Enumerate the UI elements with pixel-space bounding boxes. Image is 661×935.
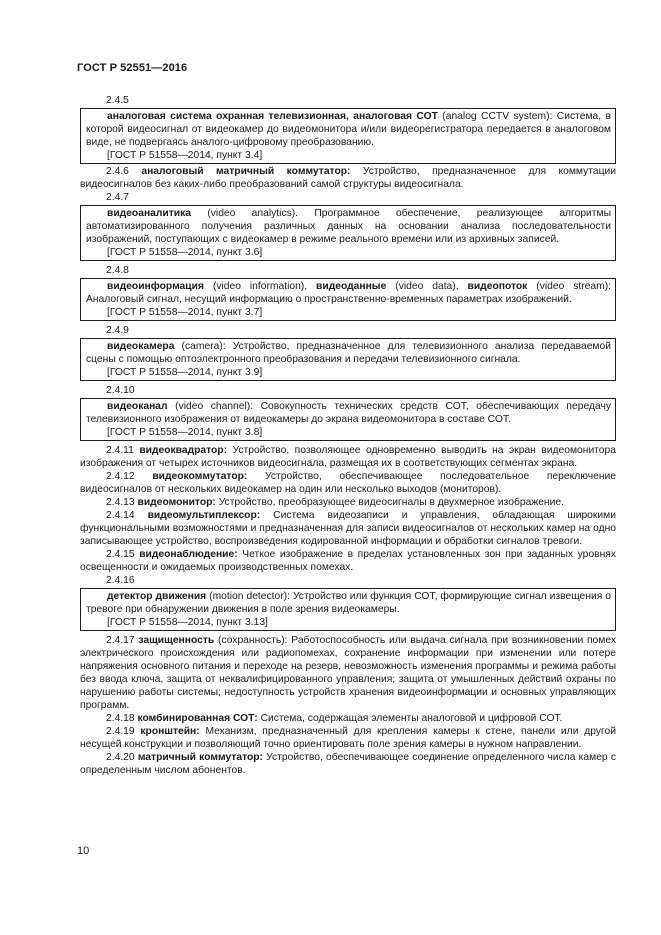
- definition-source: [ГОСТ Р 51558—2014, пункт 3.13]: [107, 617, 268, 628]
- definition-source: [ГОСТ Р 51558—2014, пункт 3.8]: [107, 427, 263, 438]
- definition-body: Устройство, обеспечивающее соединение определенного числа камер с определенным числом абонентов.: [80, 752, 616, 776]
- definition-box: [80, 338, 616, 381]
- term-number: 2.4.18: [106, 713, 135, 724]
- definition-text: [86, 340, 611, 366]
- document-header: ГОСТ Р 52551—2016: [77, 62, 188, 74]
- definition-body: Система видеозаписи и управления, обладающая широкими функциональными возможностями и предназначенная для записи видеосигналов от нескольких камер на одно записывающее устройство, воспроизведения кодированной информации и обработки сигналов тревоги.: [80, 510, 616, 547]
- term: видеомонитор:: [137, 497, 216, 508]
- definition-paragraph: [80, 509, 616, 548]
- term: видеоинформация: [107, 281, 204, 292]
- term: видеоданные: [316, 281, 387, 292]
- definition-body: Устройство, преобразующее видеосигналы в двухмерное изображение.: [215, 497, 564, 508]
- definition-body: Устройство, позволяющее одновременно выводить на экран видеомонитора изображения от четырех источников видеосигнала, размещая их в соответствующих сегментах экрана.: [80, 445, 616, 469]
- term-number: 2.4.12: [106, 471, 135, 482]
- term: видеоканал: [107, 401, 168, 412]
- term-number: 2.4.10: [106, 385, 135, 396]
- term: видеомультиплексор:: [147, 510, 261, 521]
- definition-text: [86, 207, 611, 246]
- term-number: 2.4.14: [106, 510, 135, 521]
- definition-body: (motion detector): Устройство или функция СОТ, формирующие сигнал извещения о тревоге при обнаружении движения в поле зрения видеокамеры.: [86, 591, 612, 615]
- definition-paragraph: [80, 725, 616, 751]
- definition-box: [80, 205, 616, 261]
- definition-body: Механизм, предназначенный для крепления камеры к стене, панели или другой несущей конструкции и позволяющий точно ориентировать поле зрения камеры в нужном направлении.: [80, 726, 616, 750]
- definition-body: (analog CCTV system): Система, в которой видеосигнал от видеокамер до видеомонитора и/или видеорегистратора передается в аналоговом виде, не подвергаясь аналого-цифровому преобразованию.: [86, 111, 611, 148]
- term: видеоаналитика: [107, 208, 192, 219]
- definition-paragraph: [80, 496, 616, 509]
- term-number: 2.4.7: [106, 192, 129, 203]
- term-number: 2.4.8: [106, 265, 129, 276]
- definition-text: [86, 280, 611, 306]
- definition-body: Четкое изображение в пределах установленных зон при заданных уровнях освещенности и ожидаемых производственных помехах.: [80, 549, 616, 573]
- definition-text: [86, 590, 611, 616]
- term: детектор движения: [107, 591, 207, 602]
- term-number: 2.4.11: [106, 445, 134, 456]
- term: кронштейн:: [140, 726, 200, 737]
- term: комбинированная СОТ:: [137, 713, 258, 724]
- definition-body: Устройство, обеспечивающее последовательное переключение видеосигналов от нескольких видеокамер на один или несколько выходов (мониторов).: [80, 471, 616, 495]
- definition-body: (сохранность): Работоспособность или выдача сигнала при возникновении помех электрического происхождения или радиопомехах, сохранение информации при изменении или потере напряжения основного питания и переходе на резерв, невозможность изменения программы и режима работы без ввода ключа, защита от неквалифицированного управления; защита от умышленных действий охраны по нарушению работы системы; недоступность устройств хранения видеоинформации и основных управляющих программ.: [80, 635, 616, 711]
- definition-paragraph: [80, 165, 616, 191]
- definition-body: Система, содержащая элементы аналоговой и цифровой СОТ.: [257, 713, 563, 724]
- definition-paragraph: [80, 444, 616, 470]
- definition-text: [86, 400, 611, 426]
- term: видеонаблюдение:: [139, 549, 238, 560]
- definition-paragraph: [80, 548, 616, 574]
- definition-source: [ГОСТ Р 51558—2014, пункт 3.6]: [107, 247, 263, 258]
- term-translation: (video data),: [386, 281, 468, 292]
- term-translation: (video information),: [203, 281, 317, 292]
- term: видеокамера: [107, 341, 175, 352]
- term-number: 2.4.16: [106, 575, 135, 586]
- definition-paragraph: [80, 470, 616, 496]
- definition-body: (video analytics). Программное обеспечение, реализующее алгоритмы автоматизированного получения различных данных на основании анализа последовательности изображений, поступающих с видеокамер в режиме реального времени или из архивных записей.: [86, 208, 611, 245]
- definition-box: [80, 398, 616, 441]
- definition-body: Устройство, предназначенное для коммутации видеосигналов без каких-либо преобразований самой структуры видеосигнала.: [80, 166, 616, 190]
- term-number: 2.4.5: [106, 95, 129, 106]
- definition-source: [ГОСТ Р 51558—2014, пункт 3.9]: [107, 367, 263, 378]
- definition-source: [ГОСТ Р 51558—2014, пункт 3.7]: [107, 307, 263, 318]
- term: защищенность: [138, 635, 215, 646]
- definition-box: [80, 278, 616, 321]
- term-number: 2.4.6: [106, 166, 129, 177]
- definition-box: [80, 108, 616, 164]
- term: видеоквадратор:: [139, 445, 228, 456]
- term-number: 2.4.15: [106, 549, 135, 560]
- definition-source: [ГОСТ Р 51558—2014, пункт 3.4]: [107, 150, 263, 161]
- term-number: 2.4.13: [106, 497, 135, 508]
- term-number: 2.4.17: [106, 635, 135, 646]
- term: аналоговый матричный коммутатор:: [141, 166, 351, 177]
- term: видеокоммутатор:: [152, 471, 248, 482]
- definition-paragraph: [80, 751, 616, 777]
- term-number: 2.4.19: [106, 726, 135, 737]
- term: матричный коммутатор:: [137, 752, 263, 763]
- term: видеопоток: [467, 281, 528, 292]
- definition-paragraph: [80, 634, 616, 712]
- term-number: 2.4.20: [106, 752, 135, 763]
- term: аналоговая система охранная телевизионная, аналоговая СОТ: [107, 111, 438, 122]
- definition-body: (video stream): Аналоговый сигнал, несущий информацию о пространственно-временных параметрах изображений.: [86, 281, 612, 305]
- definition-box: [80, 588, 616, 631]
- term-number: 2.4.9: [106, 325, 129, 336]
- definition-text: [86, 110, 611, 149]
- definition-paragraph: [80, 712, 616, 725]
- document-body: [80, 94, 616, 777]
- definition-body: (video channel): Совокупность технических средств СОТ, обеспечивающих передачу телевизионного изображения от видеокамеры до экрана видеомонитора в составе СОТ.: [86, 401, 611, 425]
- page-number: 10: [77, 845, 90, 857]
- definition-body: (camera): Устройство, предназначенное для телевизионного анализа передаваемой сцены с помощью оптоэлектронного преобразования и передачи телевизионного сигнала.: [86, 341, 611, 365]
